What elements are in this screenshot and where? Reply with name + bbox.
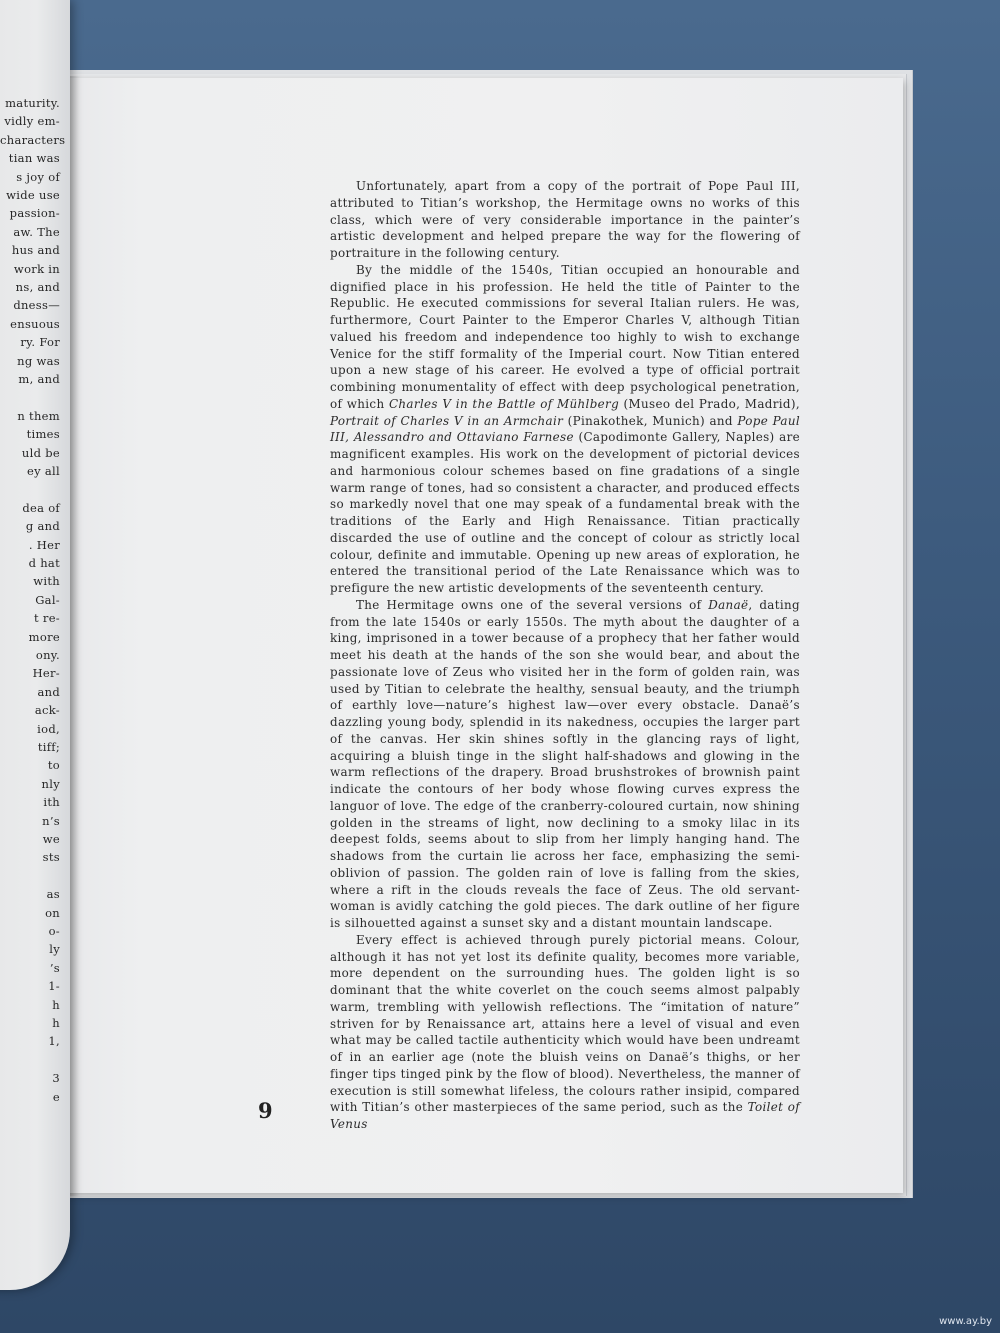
watermark: www.ay.by	[939, 1316, 992, 1327]
facing-page-line: iod,	[37, 721, 60, 736]
italic-title: Toilet of Venus	[330, 1100, 800, 1131]
facing-page-line: nly	[41, 776, 60, 791]
facing-page-line: . Her	[28, 537, 60, 552]
facing-page-line: o-	[48, 924, 60, 938]
italic-title: Charles V in the Battle of Mühlberg	[388, 396, 620, 411]
facing-page-line: with	[33, 574, 60, 589]
facing-page-line: ns, and	[15, 280, 60, 294]
facing-page-line: ensuous	[10, 316, 60, 331]
text-run: (Museo del Prado, Madrid),	[619, 396, 800, 411]
facing-page-line: ng was	[17, 353, 60, 368]
text-run: (Pinakothek, Munich) and	[563, 413, 738, 428]
facing-page-line: Her-	[32, 666, 60, 681]
facing-page-line: n’s	[42, 813, 60, 828]
facing-page	[0, 0, 70, 1290]
facing-page-line: more	[28, 629, 60, 644]
facing-page-line: we	[42, 832, 60, 846]
facing-page-line: passion-	[9, 206, 60, 221]
facing-page-line: to	[47, 758, 60, 773]
paragraph	[330, 178, 800, 262]
facing-page-line: d hat	[28, 556, 60, 570]
body-text	[330, 178, 800, 1133]
text-run: Every effect is achieved through purely pictorial means. Colour, although it has not yet lost its definite quality, becomes more variable, more dependent on the surrounding hues. The golden light is so dominant that the white coverlet on the couch seems almost palpably warm, trembling with yellowish reflections. The “imitation of nature” striven for by Renaissance art, attains here a level of visual and even what may be called tactile authenticity which would have been undreamt of in an earlier age (note the bluish veins on Danaë’s thighs, or her finger tips tinged pink by the flow of blood). Nevertheless, the manner of execution is still somewhat lifeless, the colours rather insipid, compared with Titian’s other masterpieces of the same period, such as the	[330, 932, 800, 1115]
text-run: (Capodimonte Gallery, Naples) are magnificent examples. His work on the development of pictorial devices and harmonious colour schemes based on fine gradations of a single warm range of tones, had so consistent a character, and produced effects so markedly novel that one may speak of a fundamental break with the traditions of the Early and High Renaissance. Titian practically discarded the use of outline and the concept of colour as strictly local colour, definite and immutable. Opening up new areas of exploration, he entered the transitional period of the Late Renaissance which was to prefigure the new artistic developments of the seventeenth century.	[330, 430, 800, 595]
facing-page-line: ack-	[34, 703, 60, 718]
facing-page-line: aw. The	[13, 224, 60, 239]
italic-title: Portrait of Charles V in an Armchair	[330, 413, 564, 428]
text-run: Unfortunately, apart from a copy of the portrait of Pope Paul III, attributed to Titian’s workshop, the Hermitage owns no works of this class, which were of very considerable importance in the painter’s artistic development and helped prepare the way for the flowering of portraiture in the following century.	[330, 179, 800, 260]
facing-page-line: ry. For	[20, 335, 60, 350]
facing-page-line: vidly em-	[4, 114, 60, 129]
facing-page-line: g and	[25, 519, 60, 534]
italic-title: Pope Paul III, Alessandro and Ottaviano Farnese	[330, 413, 800, 445]
facing-page-line: wide use	[6, 188, 60, 202]
facing-page-line: 3	[52, 1071, 60, 1086]
facing-page-line: dness—	[13, 298, 60, 313]
facing-page-line: e	[52, 1089, 60, 1104]
facing-page-line: on	[45, 905, 60, 920]
facing-page-line: 1-	[48, 979, 60, 994]
facing-page-line: ey all	[27, 464, 60, 478]
text-run: The Hermitage owns one of the several versions of	[356, 597, 709, 612]
facing-page-line: times	[26, 427, 60, 442]
facing-page-line: t re-	[34, 611, 60, 626]
facing-page-line: tiff;	[37, 740, 60, 754]
facing-page-line: ’s	[49, 960, 60, 975]
facing-page-line: Gal-	[35, 592, 60, 607]
facing-page-line: as	[46, 887, 60, 902]
page-number: 9	[258, 1098, 273, 1123]
facing-page-line: sts	[42, 850, 60, 865]
paragraph	[330, 932, 800, 1133]
facing-page-line: h	[52, 997, 60, 1012]
facing-page-line: s joy of	[16, 169, 60, 184]
facing-page-line: m, and	[18, 372, 60, 386]
facing-page-line: maturity.	[5, 96, 60, 110]
facing-page-line: ly	[49, 942, 60, 957]
paragraph	[330, 597, 800, 932]
facing-page-line: and	[37, 684, 60, 699]
paragraph	[330, 262, 800, 597]
text-run: , dating from the late 1540s or early 1550s. The myth about the daughter of a king, imprisoned in a tower because of a prophecy that her father would meet his death at the hands of the son she would bear, and about the passionate love of Zeus who visited her in the form of golden rain, was used by Titian to celebrate the healthy, sensual beauty, and the triumph of earthly love—nature’s highest law—over every obstacle. Danaë’s dazzling young body, splendid in its nakedness, occupies the larger part of the canvas. Her skin shines softly in the glancing rays of light, acquiring a bluish tinge in the slight half-shadows and glowing in the warm reflections of the drapery. Broad brushstrokes of brownish paint indicate the contours of her body whose flowing curves express the languor of love. The edge of the cranberry-coloured curtain, now shining golden in the streams of light, now declining to a smoky lilac in its deepest folds, seems about to slip from her limply hanging hand. The shadows from the curtain lie across her face, emphasizing the semi-oblivion of passion. The golden rain of love is falling from the skies, where a rift in the clouds reveals the face of Zeus. The old servant-woman is avidly catching the gold pieces. The dark outline of her figure is silhouetted against a sunset sky and a distant mountain landscape.	[330, 597, 800, 930]
facing-page-line: ith	[43, 795, 60, 810]
facing-page-line: work in	[13, 261, 60, 276]
facing-page-line: uld be	[21, 445, 60, 460]
facing-page-line: tian was	[8, 151, 60, 166]
text-run: By the middle of the 1540s, Titian occupied an honourable and dignified place in his profession. He held the title of Painter to the Republic. He executed commissions for several Italian rulers. He was, furthermore, Court Painter to the Emperor Charles V, although Titian valued his freedom and independence too highly to wish to exchange Venice for the stiff formality of the Imperial court. Now Titian entered upon a new stage of his career. He evolved a type of official portrait combining monumentality of effect with deep psychological penetration, of which	[330, 262, 800, 411]
facing-page-line: h	[52, 1016, 60, 1030]
facing-page-line: n them	[17, 408, 60, 423]
facing-page-line: dea of	[22, 500, 60, 515]
italic-title: Danaë	[708, 597, 749, 612]
facing-page-line: hus and	[11, 243, 60, 258]
facing-page-line: characters	[0, 132, 66, 147]
facing-page-line: ony.	[35, 648, 60, 662]
facing-page-line: 1,	[48, 1034, 60, 1049]
